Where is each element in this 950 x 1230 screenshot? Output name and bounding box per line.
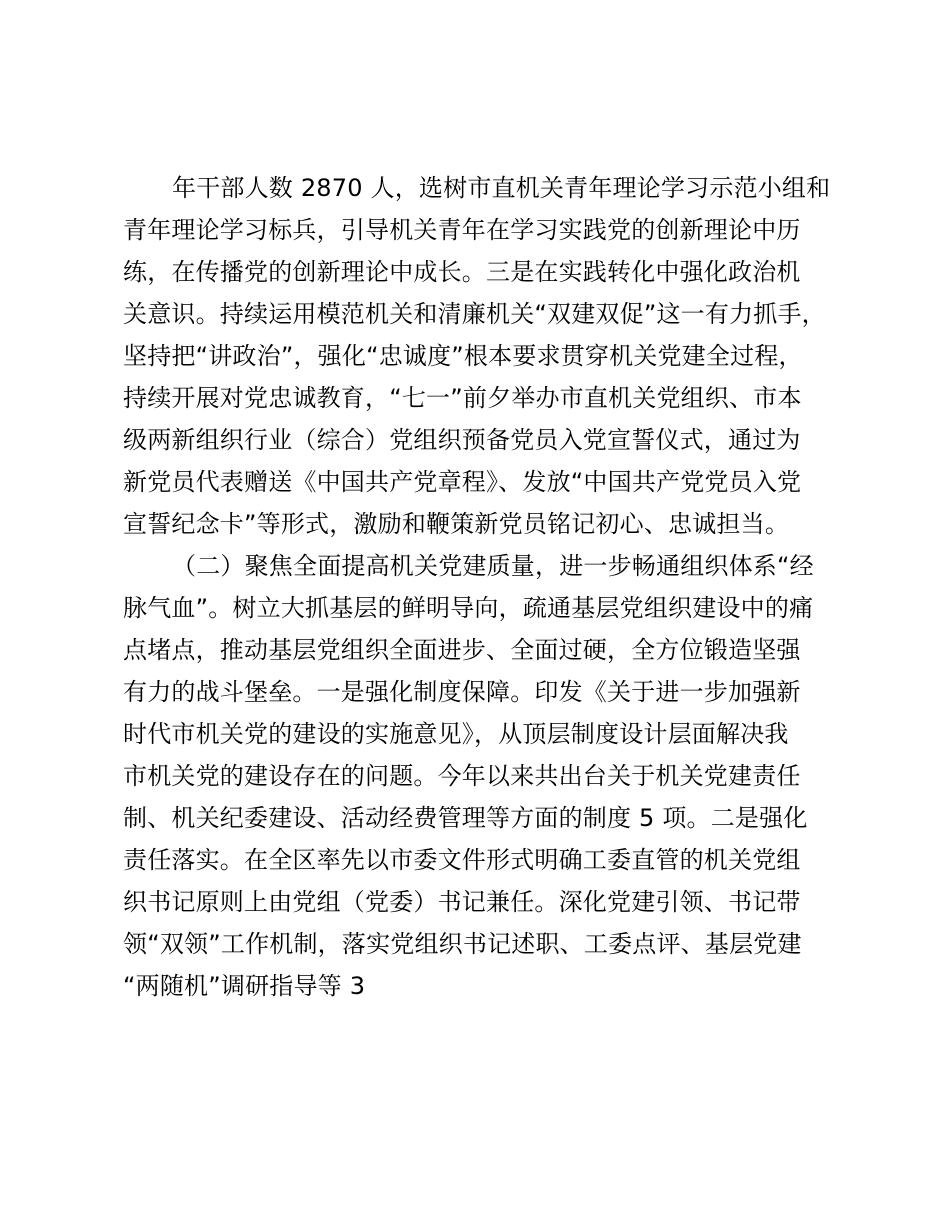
text-line: 宣誓纪念卡”等形式，激励和鞭策新党员铭记初心、忠诚担当。 — [123, 510, 790, 538]
text-line: 有力的战斗堡垒。一是强化制度保障。印发《关于进一步加强新 — [123, 678, 801, 706]
text-line: 练，在传播党的创新理论中成长。三是在实践转化中强化政治机 — [123, 258, 801, 286]
text-line: 责任落实。在全区率先以市委文件形式明确工委直管的机关党组 — [123, 846, 801, 874]
text-line: 青年理论学习标兵，引导机关青年在学习实践党的创新理论中历 — [123, 216, 801, 244]
text-line: 关意识。持续运用模范机关和清廉机关“双建双促”这一有力抓手， — [123, 300, 826, 328]
text-line: 年干部人数 2870 人，选树市直机关青年理论学习示范小组和 — [172, 174, 831, 202]
text-line: 坚持把“讲政治”，强化“忠诚度”根本要求贯穿机关党建全过程， — [123, 342, 803, 370]
text-line: 持续开展对党忠诚教育，“七一”前夕举办市直机关党组织、市本 — [123, 384, 802, 412]
text-line: 点堵点，推动基层党组织全面进步、全面过硬，全方位锻造坚强 — [123, 636, 801, 664]
section-heading-line: （二）聚焦全面提高机关党建质量，进一步畅通组织体系“经 — [172, 552, 814, 580]
text-line: 脉气血”。树立大抓基层的鲜明导向，疏通基层党组织建设中的痛 — [123, 594, 814, 622]
text-line: 级两新组织行业（综合）党组织预备党员入党宣誓仪式，通过为 — [123, 426, 801, 454]
text-line: 时代市机关党的建设的实施意见》，从顶层制度设计层面解决我 — [123, 720, 789, 748]
text-line: 领“双领”工作机制，落实党组织书记述职、工委点评、基层党建 — [123, 930, 802, 958]
text-line: 织书记原则上由党组（党委）书记兼任。深化党建引领、书记带 — [123, 888, 801, 916]
text-line: 新党员代表赠送《中国共产党章程》、发放“中国共产党党员入党 — [123, 468, 802, 496]
text-line: 制、机关纪委建设、活动经费管理等方面的制度 5 项。二是强化 — [123, 804, 808, 832]
text-line: 市机关党的建设存在的问题。今年以来共出台关于机关党建责任 — [123, 762, 801, 790]
text-line: “两随机”调研指导等 3 — [123, 972, 366, 1000]
